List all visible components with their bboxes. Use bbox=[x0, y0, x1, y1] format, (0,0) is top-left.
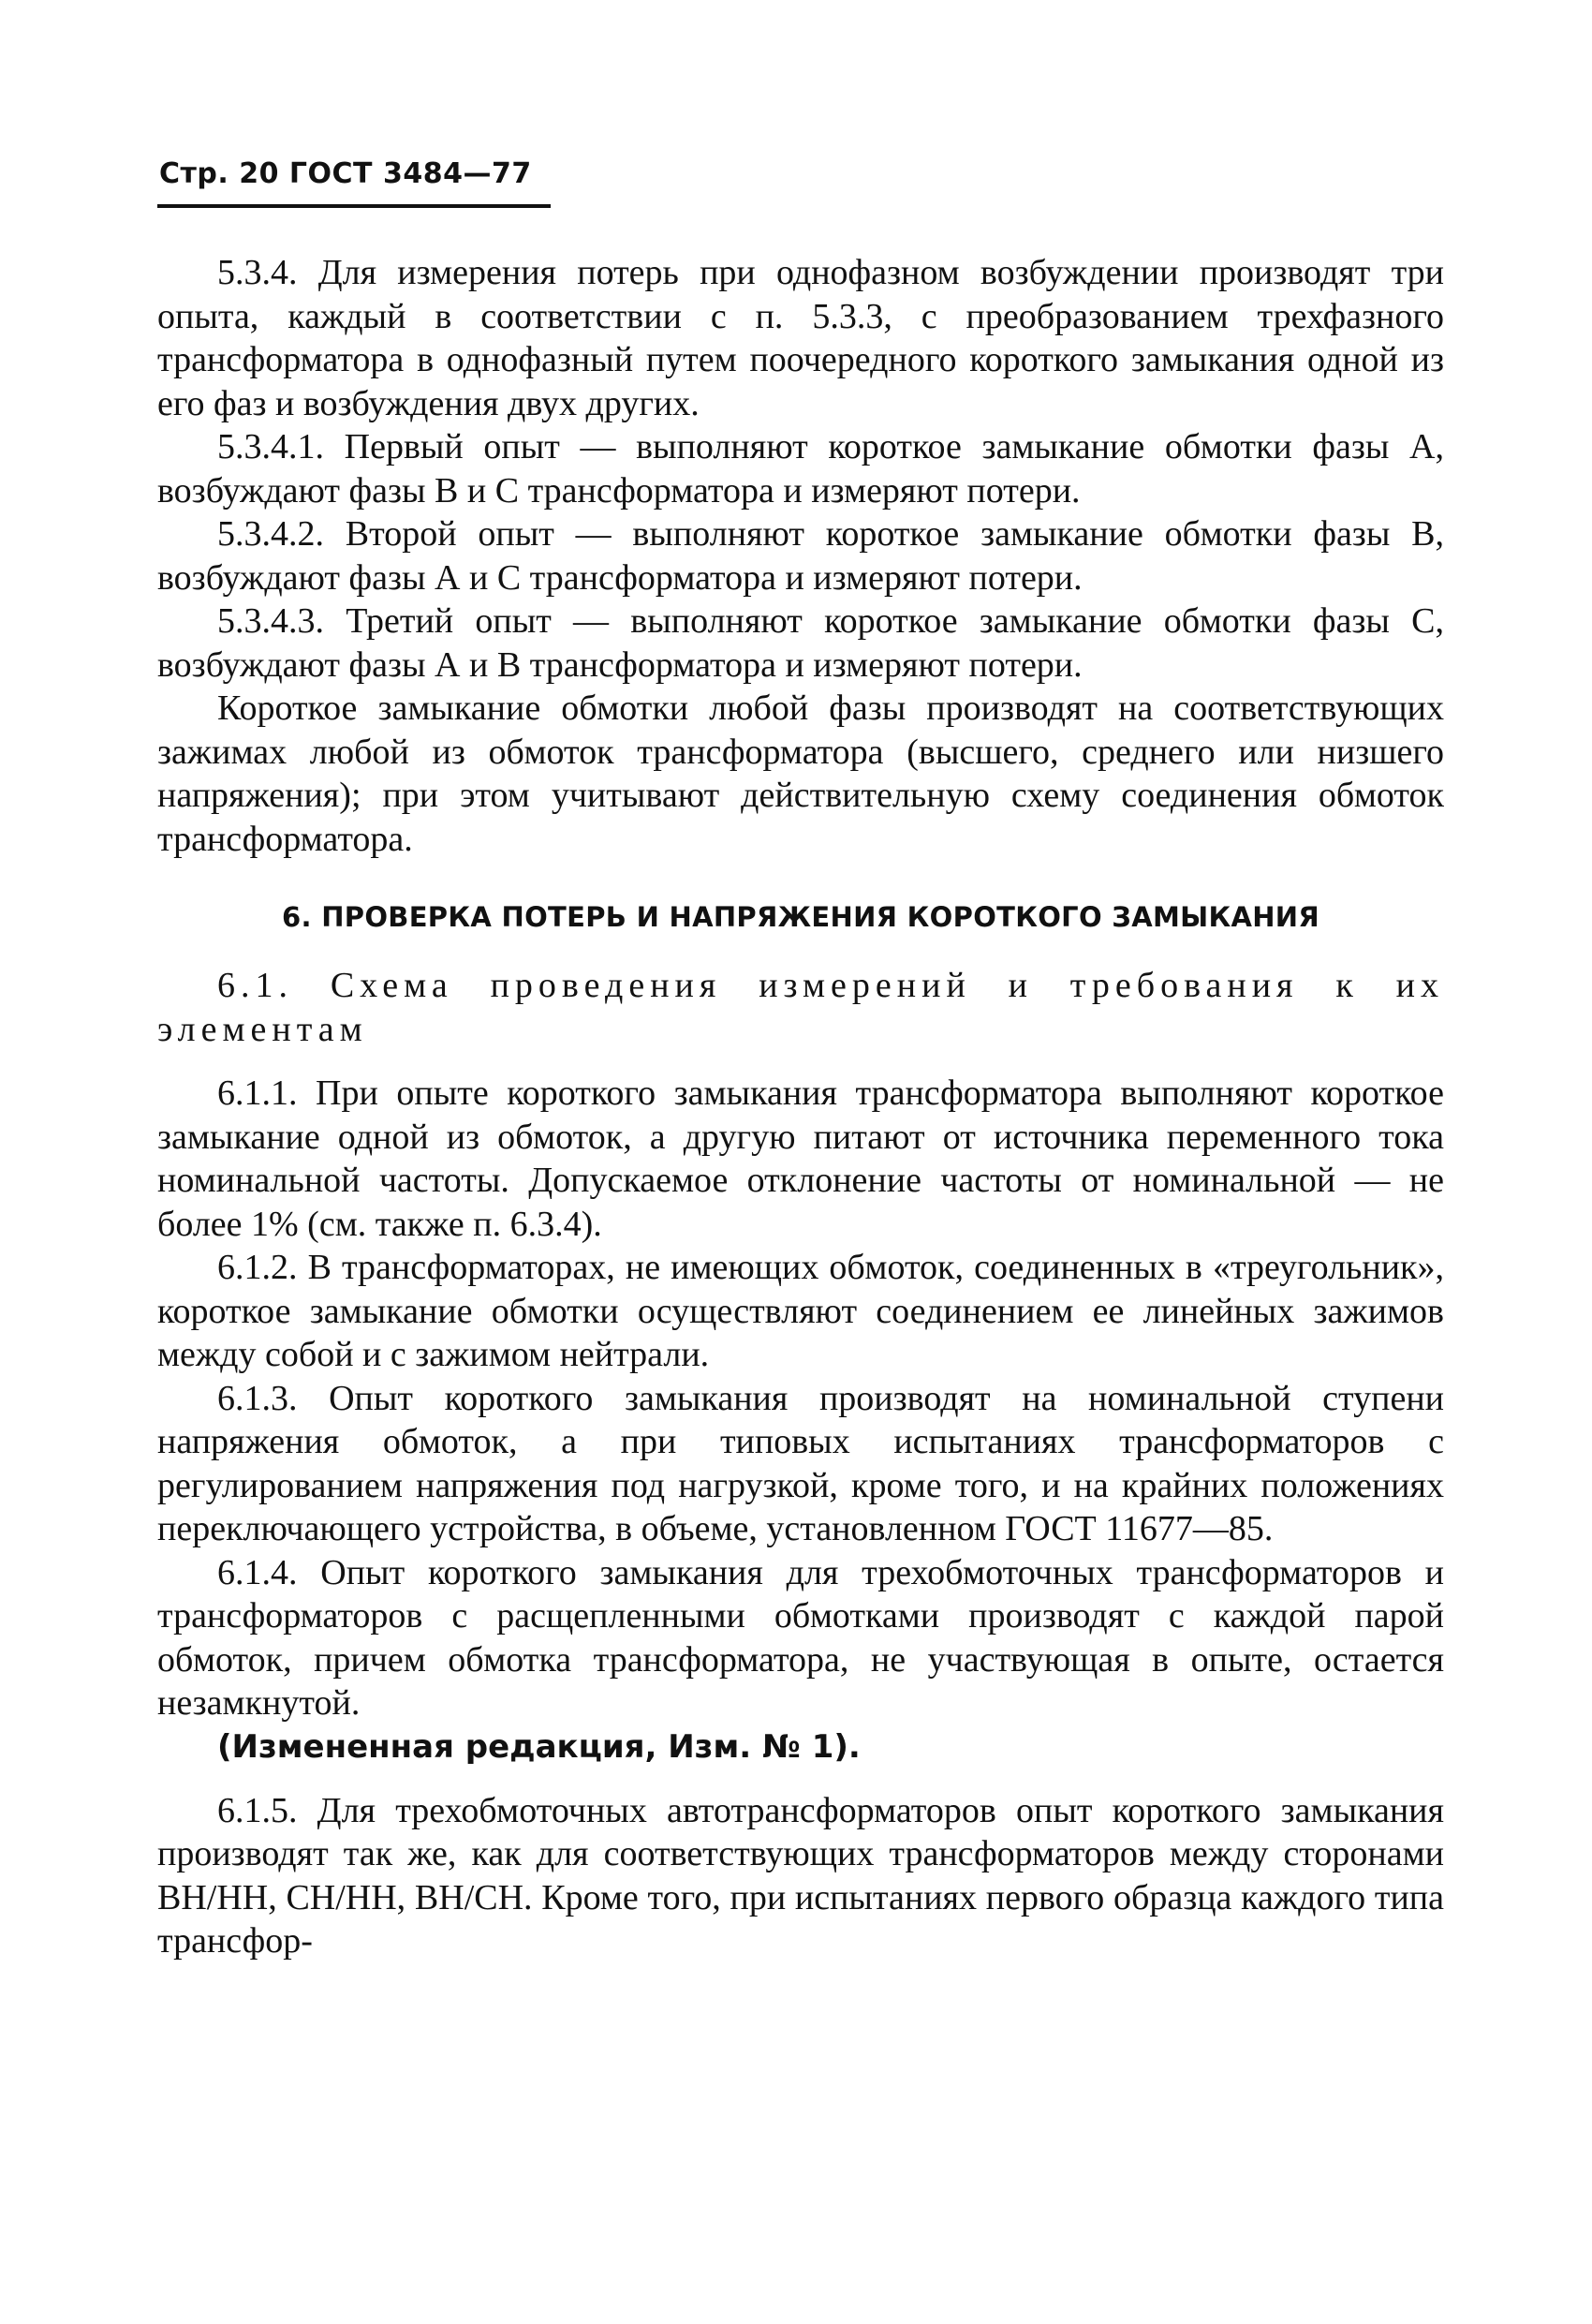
amendment-note: (Измененная редакция, Изм. № 1). bbox=[217, 1727, 861, 1766]
paragraph-6-1-3: 6.1.3. Опыт короткого замыкания производят на номинальной ступени напряжения обмоток, а при типовых испытаниях трансформаторов с регулированием напряжения под нагрузкой, кроме того, и на крайних положениях переключающего устройства, в объеме, установленном ГОСТ 11677—85. bbox=[157, 1378, 1444, 1548]
paragraph-6-1-4: 6.1.4. Опыт короткого замыкания для трехобмоточных трансформаторов и трансформаторов с расщепленными обмотками производят с каждой парой обмоток, причем обмотка трансформатора, не участвующая в опыте, остается незамкнутой. bbox=[157, 1552, 1444, 1723]
paragraph-5-3-4: 5.3.4. Для измерения потерь при однофазном возбуждении производят три опыта, каждый в соответствии с п. 5.3.3, с преобразованием трехфазного трансформатора в однофазный путем поочередного короткого замыкания одной из его фаз и возбуждения двух других. bbox=[157, 253, 1444, 423]
paragraph-5-3-4-2: 5.3.4.2. Второй опыт — выполняют короткое замыкание обмотки фазы В, возбуждают фазы А и С трансформатора и измеряют потери. bbox=[157, 514, 1444, 598]
header-rule bbox=[157, 204, 551, 208]
page-header bbox=[159, 157, 532, 190]
standard-number: ГОСТ 3484—77 bbox=[288, 157, 532, 190]
paragraph-5-3-4-3: 5.3.4.3. Третий опыт — выполняют короткое замыкание обмотки фазы С, возбуждают фазы А и В трансформатора и измеряют потери. bbox=[157, 601, 1444, 685]
paragraph-short-circuit-note: Короткое замыкание обмотки любой фазы производят на соответствующих зажимах любой из обмоток трансформатора (высшего, среднего или низшего напряжения); при этом учитывают действительную схему соединения обмоток трансформатора. bbox=[157, 688, 1444, 859]
page-number: Стр. 20 bbox=[159, 157, 279, 190]
paragraph-5-3-4-1: 5.3.4.1. Первый опыт — выполняют короткое замыкание обмотки фазы А, возбуждают фазы В и С трансформатора и измеряют потери. bbox=[157, 427, 1444, 511]
subsection-title: 6.1. Схема проведения измерений и требования к их элементам bbox=[157, 966, 1444, 1049]
paragraph-6-1-1: 6.1.1. При опыте короткого замыкания трансформатора выполняют короткое замыкание одной из обмоток, а другую питают от источника переменного тока номинальной частоты. Допускаемое отклонение частоты от номинальной — не более 1% (см. также п. 6.3.4). bbox=[157, 1073, 1444, 1244]
document-body bbox=[157, 251, 1444, 1963]
section-title: 6. ПРОВЕРКА ПОТЕРЬ И НАПРЯЖЕНИЯ КОРОТКОГО ЗАМЫКАНИЯ bbox=[282, 901, 1319, 933]
paragraph-6-1-5: 6.1.5. Для трехобмоточных автотрансформаторов опыт короткого замыкания производят так же, как для соответствующих трансформаторов между сторонами ВН/НН, СН/НН, ВН/СН. Кроме того, при испытаниях первого образца каждого типа трансфор- bbox=[157, 1790, 1444, 1961]
paragraph-6-1-2: 6.1.2. В трансформаторах, не имеющих обмоток, соединенных в «треугольник», короткое замыкание обмотки осуществляют соединением ее линейных зажимов между собой и с зажимом нейтрали. bbox=[157, 1248, 1444, 1374]
